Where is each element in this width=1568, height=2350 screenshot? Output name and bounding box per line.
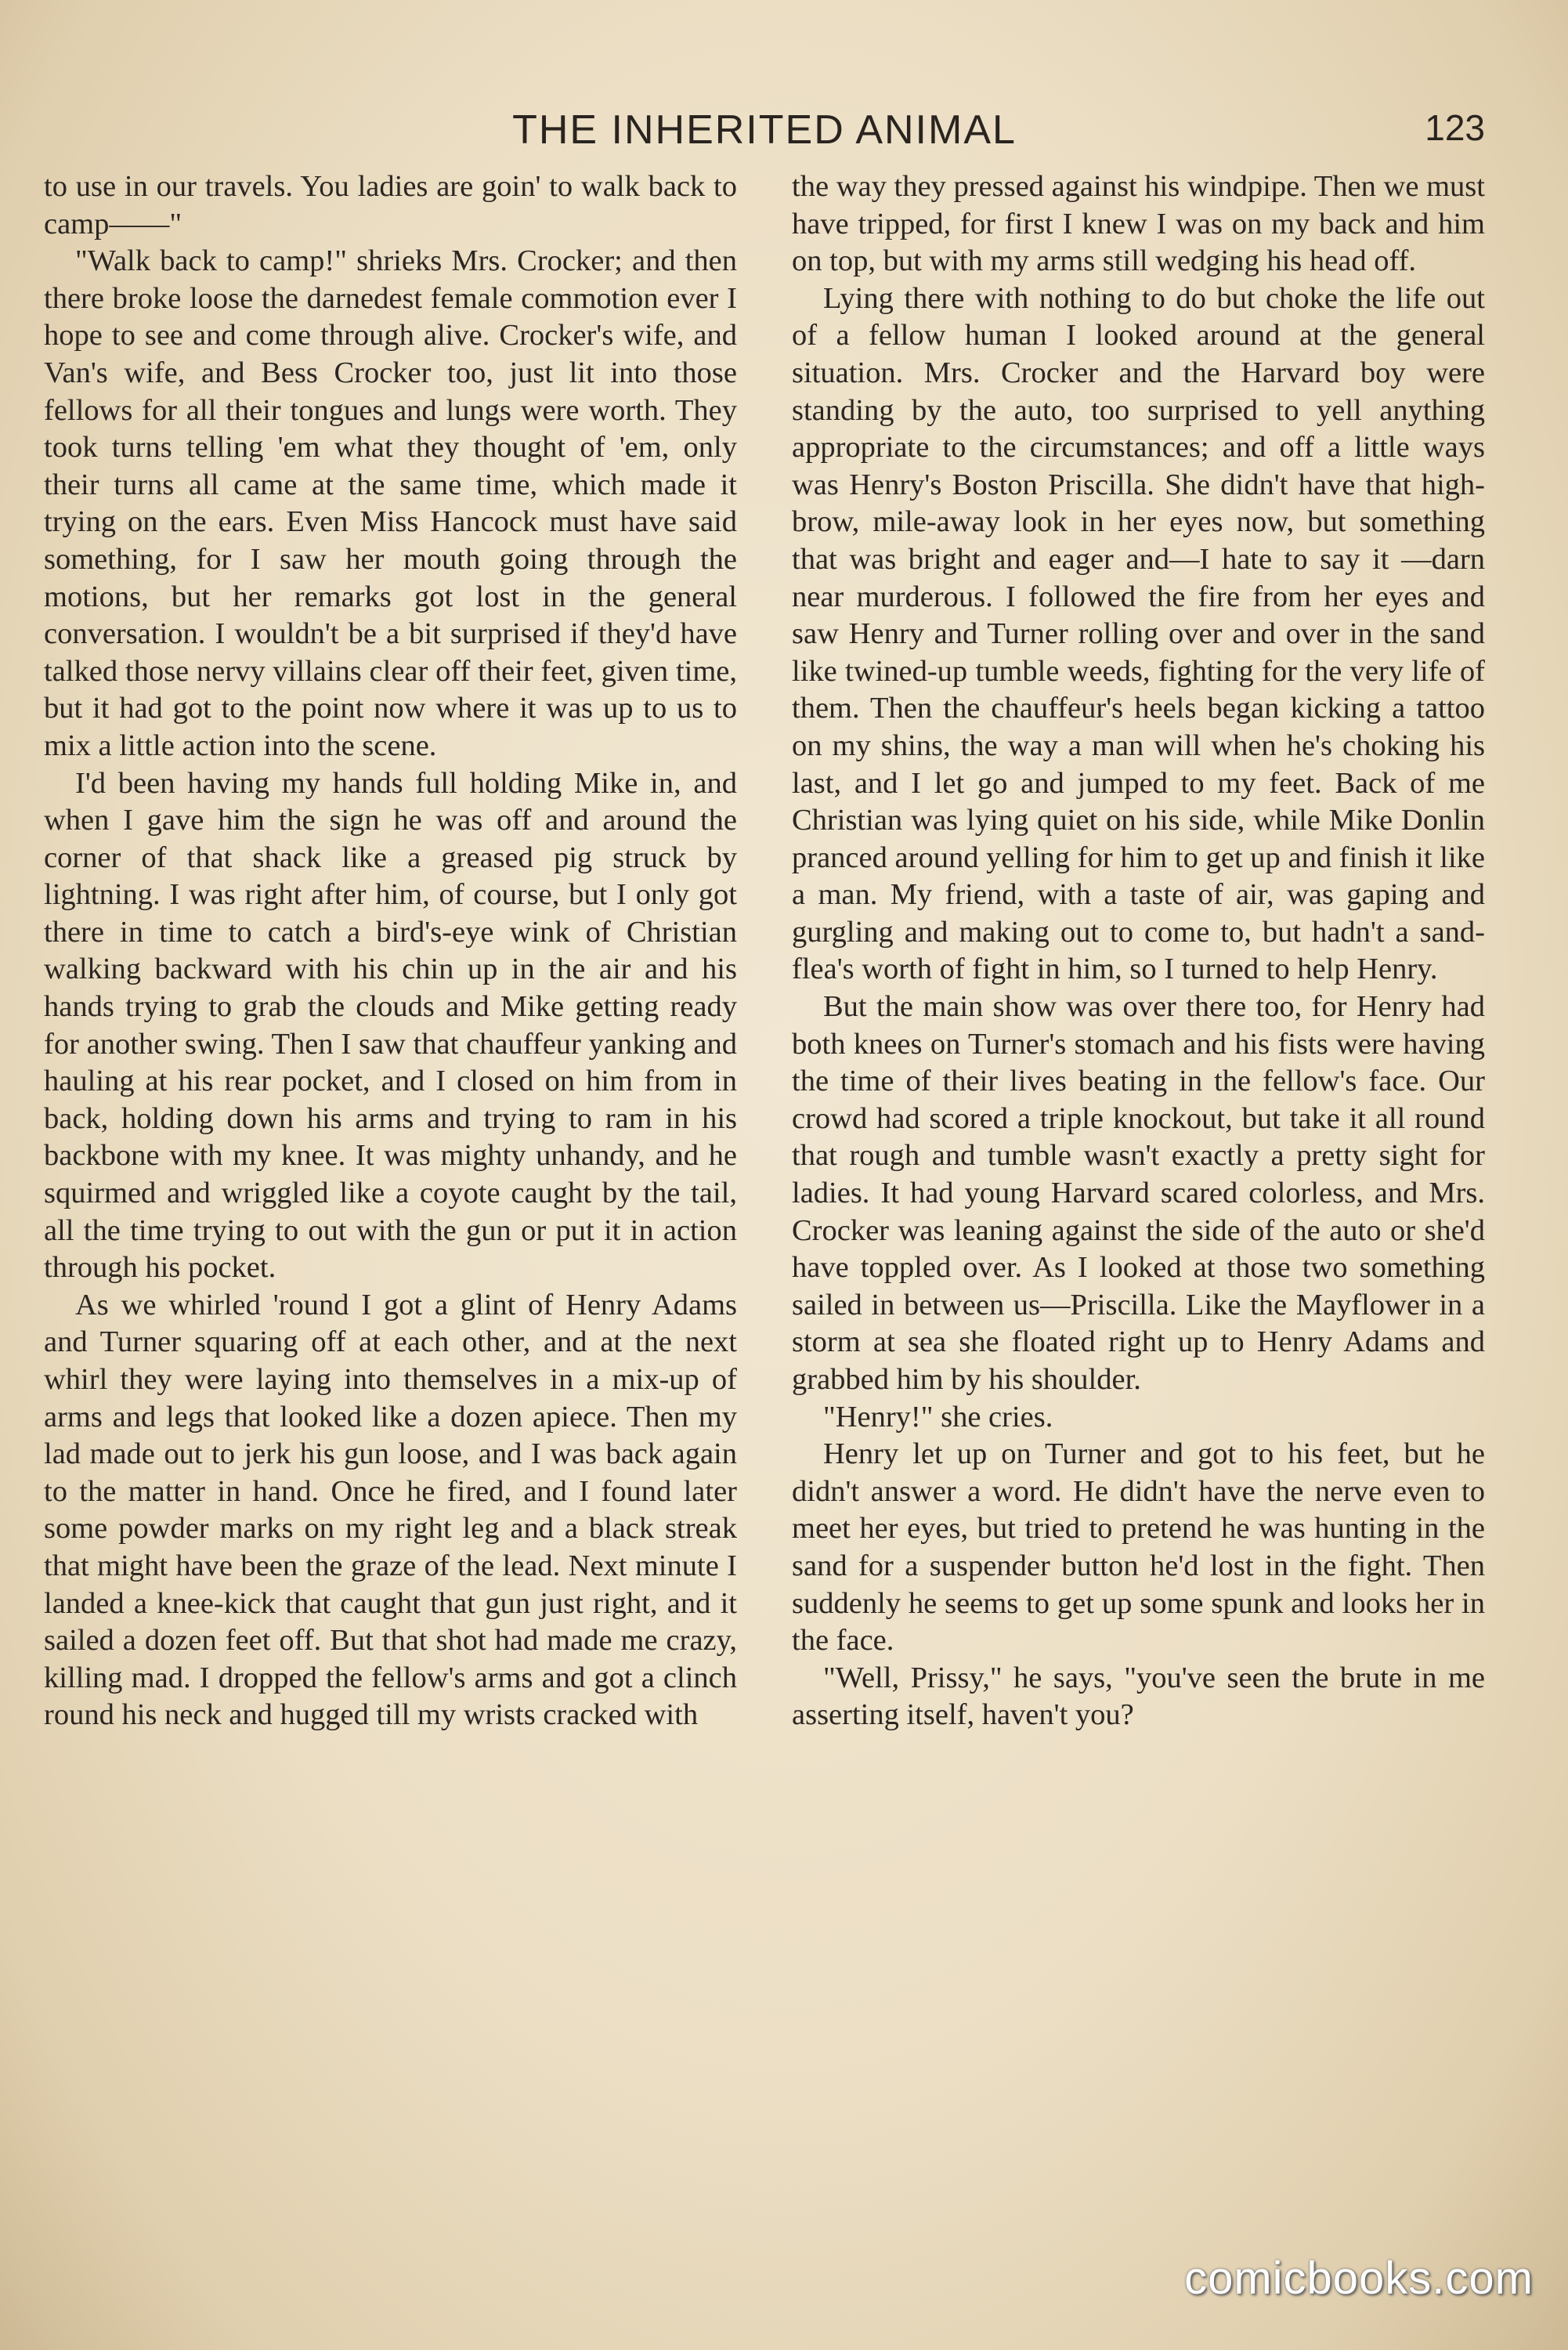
- text-columns: [44, 168, 1485, 1734]
- paragraph: to use in our travels. You ladies are goin' to walk back to camp——": [44, 170, 737, 240]
- left-column: [44, 168, 737, 1734]
- running-head: THE INHERITED ANIMAL: [512, 107, 1017, 153]
- page-header: [44, 100, 1485, 163]
- paragraph: But the main show was over there too, for Henry had both knees on Turner's stomach and his fists were having the time of their lives beating in the fellow's face. Our crowd had scored a triple knockout, but take it all round that rough and tumble wasn't exactly a pretty sight for ladies. It had young Harvard scared colorless, and Mrs. Crocker was leaning against the side of the auto or she'd have toppled over. As I looked at those two something sailed in between us—Priscilla. Like the Mayflower in a storm at sea she floated right up to Henry Adams and grabbed him by his shoulder.: [792, 990, 1485, 1396]
- paragraph: Henry let up on Turner and got to his feet, but he didn't answer a word. He didn't have the nerve even to meet her eyes, but tried to pretend he was hunting in the sand for a suspender button he'd lost in the fight. Then suddenly he seems to get up some spunk and looks her in the face.: [792, 1437, 1485, 1658]
- paragraph: "Walk back to camp!" shrieks Mrs. Crocker; and then there broke loose the darnedest female commotion ever I hope to see and come through alive. Crocker's wife, and Van's wife, and Bess Crocker too, just lit into those fellows for all their tongues and lungs were worth. They took turns telling 'em what they thought of 'em, only their turns all came at the same time, which made it trying on the ears. Even Miss Hancock must have said something, for I saw her mouth going through the motions, but her remarks got lost in the general conversation. I wouldn't be a bit surprised if they'd have talked those nervy villains clear off their feet, given time, but it had got to the point now where it was up to us to mix a little action into the scene.: [44, 244, 737, 762]
- paragraph: As we whirled 'round I got a glint of Henry Adams and Turner squaring off at each other, and at the next whirl they were laying into themselves in a mix-up of arms and legs that looked like a dozen apiece. Then my lad made out to jerk his gun loose, and I was back again to the matter in hand. Once he fired, and I found later some powder marks on my right leg and a black streak that might have been the graze of the lead. Next minute I landed a knee-kick that caught that gun just right, and it sailed a dozen feet off. But that shot had made me crazy, killing mad. I dropped the fellow's arms and got a clinch round his neck and hugged till my wrists cracked with: [44, 1288, 737, 1732]
- paragraph: I'd been having my hands full holding Mike in, and when I gave him the sign he was off and around the corner of that shack like a greased pig struck by lightning. I was right after him, of course, but I only got there in time to catch a bird's-eye wink of Christian walking backward with his chin up in the air and his hands trying to grab the clouds and Mike getting ready for another swing. Then I saw that chauffeur yanking and hauling at his rear pocket, and I closed on him from in back, holding down his arms and trying to ram in his backbone with my knee. It was mighty unhandy, and he squirmed and wriggled like a coyote caught by the tail, all the time trying to out with the gun or put it in action through his pocket.: [44, 766, 737, 1285]
- paragraph: "Henry!" she cries.: [823, 1400, 1053, 1434]
- page-number: 123: [1425, 107, 1485, 148]
- paragraph: the way they pressed against his windpipe. Then we must have tripped, for first I knew I was on my back and him on top, but with my arms still wedging his head off.: [792, 170, 1485, 278]
- right-column: [792, 168, 1485, 1734]
- paragraph: "Well, Prissy," he says, "you've seen the brute in me asserting itself, haven't you?: [792, 1661, 1485, 1732]
- watermark: comicbooks.com: [1184, 2253, 1534, 2304]
- paragraph: Lying there with nothing to do but choke the life out of a fellow human I looked around at the general situation. Mrs. Crocker and the Harvard boy were standing by the auto, too surprised to yell anything appropriate to the circumstances; and off a little ways was Henry's Boston Priscilla. She didn't have that high-brow, mile-away look in her eyes now, but something that was bright and eager and—I hate to say it —darn near murderous. I followed the fire from her eyes and saw Henry and Turner rolling over and over in the sand like twined-up tumble weeds, fighting for the very life of them. Then the chauffeur's heels began kicking a tattoo on my shins, the way a man will when he's choking his last, and I let go and jumped to my feet. Back of me Christian was lying quiet on his side, while Mike Donlin pranced around yelling for him to get up and finish it like a man. My friend, with a taste of air, was gaping and gurgling and making out to come to, but hadn't a sand-flea's worth of fight in him, so I turned to help Henry.: [792, 281, 1485, 986]
